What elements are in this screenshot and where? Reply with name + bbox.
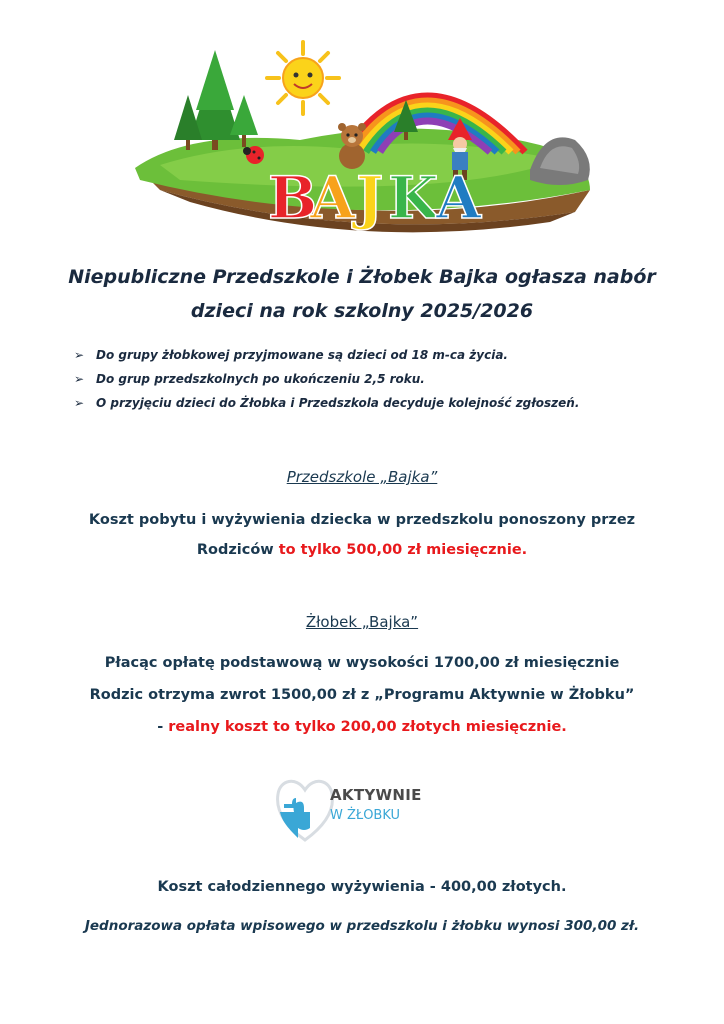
zlobek-heading: Żłobek „Bajka” bbox=[305, 613, 419, 631]
registration-fee-text: Jednorazowa opłata wpisowego w przedszkolu i żłobku wynosi 300,00 zł. bbox=[84, 918, 640, 934]
arrow-bullet-icon: ➢ bbox=[74, 348, 85, 362]
zlobek-price-highlight: realny koszt to tylko 200,00 złotych miesięcznie. bbox=[168, 719, 567, 735]
przedszkole-cost-text: Koszt pobytu i wyżywienia dziecka w przedszkolu ponoszony przez Rodziców to tylko 500,00 zł miesięcznie. bbox=[88, 512, 636, 558]
list-item: ➢ O przyjęciu dzieci do Żłobka i Przedszkola decyduje kolejność zgłoszeń. bbox=[74, 391, 674, 415]
arrow-bullet-icon: ➢ bbox=[74, 372, 85, 386]
przedszkole-heading: Przedszkole „Bajka” bbox=[286, 468, 438, 486]
kindergarten-landscape-image bbox=[120, 40, 600, 240]
meals-cost-text: Koszt całodziennego wyżywienia - 400,00 złotych. bbox=[157, 879, 567, 895]
zlobek-cost-text: Płacąc opłatę podstawową w wysokości 1700,00 zł miesięcznie Rodzic otrzyma zwrot 1500,00 zł z „Programu Aktywnie w Żłobku” - realny koszt to tylko 200,00 złotych miesięcznie. bbox=[89, 655, 635, 735]
hero-logo-letter: B bbox=[268, 164, 318, 232]
arrow-bullet-icon: ➢ bbox=[74, 396, 85, 410]
logo-text-w-zlobku: W ŻŁOBKU bbox=[330, 808, 401, 823]
hero-logo-letter: A bbox=[310, 164, 356, 232]
list-item: ➢ Do grupy żłobkowej przyjmowane są dzieci od 18 m-ca życia. bbox=[74, 343, 674, 367]
title-line-2: dzieci na rok szkolny 2025/2026 bbox=[190, 300, 534, 322]
admission-rules-list bbox=[74, 343, 674, 415]
title-line-1: Niepubliczne Przedszkole i Żłobek Bajka ogłasza nabór bbox=[68, 266, 656, 288]
announcement-title bbox=[0, 260, 724, 328]
logo-text-aktywnie: AKTYWNIE bbox=[330, 786, 422, 804]
aktywnie-w-zlobku-logo bbox=[274, 768, 450, 852]
list-item: ➢ Do grup przedszkolnych po ukończeniu 2,5 roku. bbox=[74, 367, 674, 391]
hero-logo-letter: K bbox=[388, 164, 439, 232]
hero-illustration bbox=[120, 40, 600, 240]
przedszkole-price-highlight: to tylko 500,00 zł miesięcznie. bbox=[278, 542, 528, 558]
hero-logo-letter: J bbox=[356, 164, 384, 232]
hero-logo-letter: A bbox=[436, 164, 482, 232]
heart-puzzle-icon bbox=[274, 768, 336, 846]
